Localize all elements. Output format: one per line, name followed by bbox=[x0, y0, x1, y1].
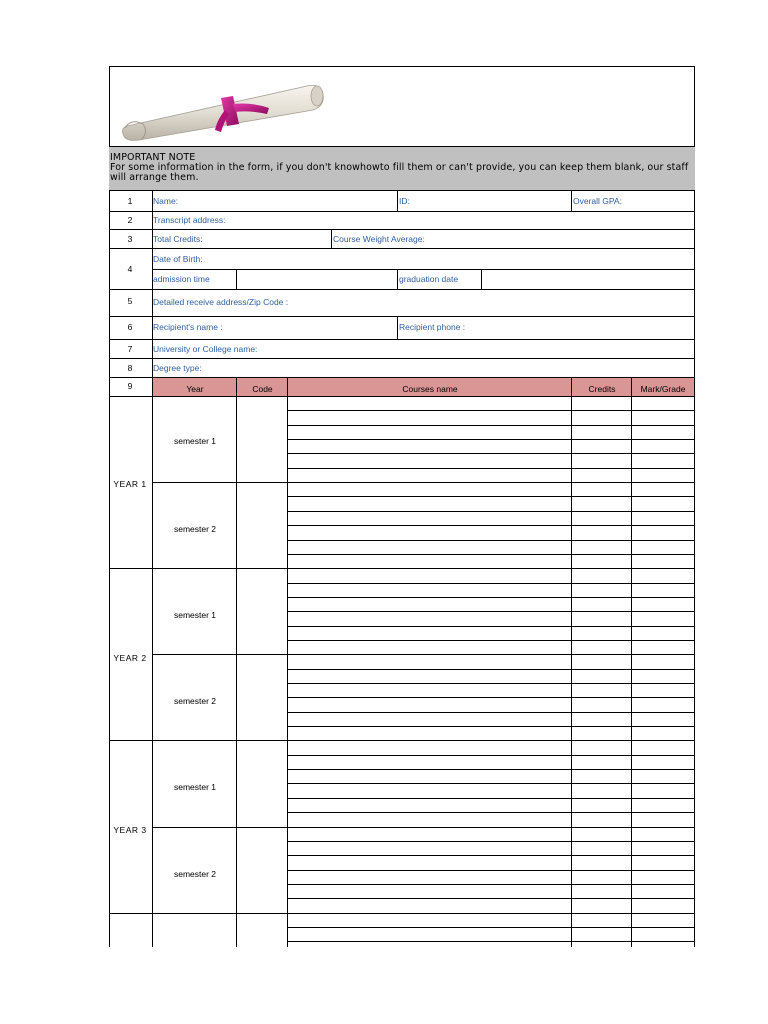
course-name-cell[interactable] bbox=[288, 512, 571, 525]
course-grade-cell[interactable] bbox=[632, 698, 694, 712]
course-code-cell[interactable] bbox=[237, 497, 287, 511]
course-code-cell[interactable] bbox=[237, 411, 287, 425]
course-grade-cell[interactable] bbox=[632, 799, 694, 812]
course-name-cell[interactable] bbox=[288, 784, 571, 798]
course-credits-cell[interactable] bbox=[572, 670, 631, 683]
course-grade-cell[interactable] bbox=[632, 871, 694, 884]
course-credits-cell[interactable] bbox=[572, 454, 631, 468]
row-line bbox=[109, 211, 695, 212]
course-credits-cell[interactable] bbox=[572, 828, 631, 841]
course-credits-cell[interactable] bbox=[572, 914, 631, 927]
course-code-cell[interactable] bbox=[237, 454, 287, 468]
course-code-cell[interactable] bbox=[237, 899, 287, 913]
course-code-cell[interactable] bbox=[237, 440, 287, 453]
course-credits-cell[interactable] bbox=[572, 655, 631, 669]
row-number: 4 bbox=[127, 264, 133, 274]
course-name-cell[interactable] bbox=[288, 684, 571, 697]
course-name-cell[interactable] bbox=[288, 627, 571, 640]
course-code-cell[interactable] bbox=[237, 856, 287, 870]
course-credits-cell[interactable] bbox=[572, 813, 631, 827]
course-grade-cell[interactable] bbox=[632, 741, 694, 755]
course-code-cell[interactable] bbox=[237, 928, 287, 941]
course-name-cell[interactable] bbox=[288, 411, 571, 425]
row-line bbox=[109, 358, 695, 359]
course-credits-cell[interactable] bbox=[572, 727, 631, 740]
course-credits-cell[interactable] bbox=[572, 598, 631, 611]
course-credits-cell[interactable] bbox=[572, 612, 631, 626]
header-code: Code bbox=[252, 384, 273, 394]
row-number: 6 bbox=[127, 322, 133, 332]
course-code-cell[interactable] bbox=[237, 598, 287, 611]
course-name-cell[interactable] bbox=[288, 871, 571, 884]
important-note bbox=[109, 146, 695, 191]
year-3-semester-1: semester 1 bbox=[173, 782, 217, 792]
note-title: IMPORTANT NOTE bbox=[110, 152, 196, 163]
course-credits-cell[interactable] bbox=[572, 928, 631, 941]
course-code-cell[interactable] bbox=[237, 914, 287, 927]
name-field[interactable]: Name: bbox=[153, 196, 179, 206]
year-2-semester-2: semester 2 bbox=[173, 696, 217, 706]
course-credits-cell[interactable] bbox=[572, 627, 631, 640]
header-courses-name: Courses name bbox=[402, 384, 458, 394]
course-code-cell[interactable] bbox=[237, 684, 287, 697]
course-name-cell[interactable] bbox=[288, 713, 571, 726]
year-3-label: YEAR 3 bbox=[113, 825, 147, 835]
course-grade-cell[interactable] bbox=[632, 684, 694, 697]
recipient-phone-field[interactable]: Recipient phone : bbox=[399, 322, 466, 332]
course-name-cell[interactable] bbox=[288, 641, 571, 654]
row-number: 1 bbox=[127, 196, 133, 206]
date-of-birth-field[interactable]: Date of Birth: bbox=[153, 254, 203, 264]
id-field[interactable]: ID: bbox=[399, 196, 410, 206]
note-body: For some information in the form, if you don't knowhowto fill them or can't provide, you can keep them blank, our staff will arrange them. bbox=[110, 162, 689, 183]
course-credits-cell[interactable] bbox=[572, 483, 631, 496]
course-name-cell[interactable] bbox=[288, 741, 571, 755]
row-line bbox=[109, 229, 695, 230]
course-credits-cell[interactable] bbox=[572, 555, 631, 568]
col-line bbox=[397, 316, 398, 339]
course-name-cell[interactable] bbox=[288, 469, 571, 482]
course-code-cell[interactable] bbox=[237, 541, 287, 554]
course-code-cell[interactable] bbox=[237, 871, 287, 884]
course-grade-cell[interactable] bbox=[632, 440, 694, 453]
course-grade-cell[interactable] bbox=[632, 411, 694, 425]
course-name-cell[interactable] bbox=[288, 569, 571, 583]
course-name-cell[interactable] bbox=[288, 426, 571, 439]
course-grade-cell[interactable] bbox=[632, 784, 694, 798]
course-credits-cell[interactable] bbox=[572, 856, 631, 870]
course-credits-cell[interactable] bbox=[572, 512, 631, 525]
degree-type-field[interactable]: Degree type: bbox=[153, 363, 202, 373]
course-grade-cell[interactable] bbox=[632, 397, 694, 410]
course-grade-cell[interactable] bbox=[632, 555, 694, 568]
course-grade-cell[interactable] bbox=[632, 569, 694, 583]
course-grade-cell[interactable] bbox=[632, 713, 694, 726]
course-name-cell[interactable] bbox=[288, 655, 571, 669]
year-1-semester-1: semester 1 bbox=[173, 436, 217, 446]
course-name-cell[interactable] bbox=[288, 885, 571, 898]
row-line bbox=[109, 248, 695, 249]
course-grade-cell[interactable] bbox=[632, 584, 694, 597]
col-line bbox=[236, 269, 237, 289]
course-credits-cell[interactable] bbox=[572, 497, 631, 511]
receive-address-field[interactable]: Detailed receive address/Zip Code : bbox=[153, 297, 289, 307]
course-grade-cell[interactable] bbox=[632, 483, 694, 496]
course-credits-cell[interactable] bbox=[572, 397, 631, 410]
course-code-cell[interactable] bbox=[237, 512, 287, 525]
total-credits-field[interactable]: Total Credits: bbox=[153, 234, 203, 244]
course-grade-cell[interactable] bbox=[632, 856, 694, 870]
col-line bbox=[331, 229, 332, 248]
course-grade-cell[interactable] bbox=[632, 426, 694, 439]
course-credits-cell[interactable] bbox=[572, 842, 631, 855]
course-code-cell[interactable] bbox=[237, 426, 287, 439]
course-name-cell[interactable] bbox=[288, 612, 571, 626]
course-name-cell[interactable] bbox=[288, 584, 571, 597]
course-code-cell[interactable] bbox=[237, 885, 287, 898]
overall-gpa-field[interactable]: Overall GPA: bbox=[573, 196, 622, 206]
course-code-cell[interactable] bbox=[237, 727, 287, 740]
course-code-cell[interactable] bbox=[237, 612, 287, 626]
course-grade-cell[interactable] bbox=[632, 756, 694, 769]
course-name-cell[interactable] bbox=[288, 670, 571, 683]
course-grade-cell[interactable] bbox=[632, 885, 694, 898]
course-credits-cell[interactable] bbox=[572, 526, 631, 540]
recipient-name-field[interactable]: Recipient's name : bbox=[153, 322, 223, 332]
course-credits-cell[interactable] bbox=[572, 770, 631, 783]
course-credits-cell[interactable] bbox=[572, 698, 631, 712]
course-weight-field[interactable]: Course Weight Average: bbox=[333, 234, 425, 244]
course-credits-cell[interactable] bbox=[572, 784, 631, 798]
course-name-cell[interactable] bbox=[288, 828, 571, 841]
col-line bbox=[397, 191, 398, 211]
course-credits-cell[interactable] bbox=[572, 426, 631, 439]
course-name-cell[interactable] bbox=[288, 526, 571, 540]
row-line bbox=[152, 269, 695, 270]
course-code-cell[interactable] bbox=[237, 713, 287, 726]
course-grade-cell[interactable] bbox=[632, 641, 694, 654]
course-credits-cell[interactable] bbox=[572, 469, 631, 482]
course-grade-cell[interactable] bbox=[632, 842, 694, 855]
course-grade-cell[interactable] bbox=[632, 497, 694, 511]
course-grade-cell[interactable] bbox=[632, 526, 694, 540]
course-code-cell[interactable] bbox=[237, 469, 287, 482]
course-grade-cell[interactable] bbox=[632, 598, 694, 611]
year-3-semester-2: semester 2 bbox=[173, 869, 217, 879]
course-code-cell[interactable] bbox=[237, 784, 287, 798]
col-line bbox=[481, 269, 482, 289]
row-number: 5 bbox=[127, 296, 133, 306]
admission-time-label: admission time bbox=[153, 274, 210, 284]
course-code-cell[interactable] bbox=[237, 741, 287, 755]
course-grade-cell[interactable] bbox=[632, 770, 694, 783]
row-number: 9 bbox=[127, 381, 133, 391]
course-credits-cell[interactable] bbox=[572, 799, 631, 812]
row-number: 3 bbox=[127, 234, 133, 244]
course-credits-cell[interactable] bbox=[572, 885, 631, 898]
course-code-cell[interactable] bbox=[237, 569, 287, 583]
course-grade-cell[interactable] bbox=[632, 541, 694, 554]
course-code-cell[interactable] bbox=[237, 627, 287, 640]
course-name-cell[interactable] bbox=[288, 454, 571, 468]
course-code-cell[interactable] bbox=[237, 813, 287, 827]
col-line bbox=[397, 269, 398, 289]
header-mark-grade: Mark/Grade bbox=[640, 384, 686, 394]
year-2-label: YEAR 2 bbox=[113, 653, 147, 663]
graduation-date-label: graduation date bbox=[399, 274, 459, 284]
course-name-cell[interactable] bbox=[288, 397, 571, 410]
course-name-cell[interactable] bbox=[288, 555, 571, 568]
university-name-field[interactable]: University or College name: bbox=[153, 344, 258, 354]
course-grade-cell[interactable] bbox=[632, 655, 694, 669]
course-credits-cell[interactable] bbox=[572, 569, 631, 583]
course-code-cell[interactable] bbox=[237, 526, 287, 540]
course-name-cell[interactable] bbox=[288, 899, 571, 913]
transcript-form bbox=[109, 66, 695, 947]
course-name-cell[interactable] bbox=[288, 541, 571, 554]
course-grade-cell[interactable] bbox=[632, 612, 694, 626]
course-name-cell[interactable] bbox=[288, 813, 571, 827]
course-credits-cell[interactable] bbox=[572, 584, 631, 597]
transcript-address-field[interactable]: Transcript address: bbox=[153, 215, 226, 225]
row-number: 2 bbox=[127, 215, 133, 225]
course-code-cell[interactable] bbox=[237, 828, 287, 841]
year-1-label: YEAR 1 bbox=[113, 479, 147, 489]
course-credits-cell[interactable] bbox=[572, 411, 631, 425]
course-name-cell[interactable] bbox=[288, 770, 571, 783]
course-code-cell[interactable] bbox=[237, 799, 287, 812]
course-code-cell[interactable] bbox=[237, 770, 287, 783]
row-line bbox=[109, 339, 695, 340]
header-credits: Credits bbox=[588, 384, 616, 394]
course-grade-cell[interactable] bbox=[632, 813, 694, 827]
year-2-semester-1: semester 1 bbox=[173, 610, 217, 620]
course-name-cell[interactable] bbox=[288, 698, 571, 712]
course-name-cell[interactable] bbox=[288, 799, 571, 812]
course-code-cell[interactable] bbox=[237, 756, 287, 769]
course-grade-cell[interactable] bbox=[632, 928, 694, 941]
course-credits-cell[interactable] bbox=[572, 899, 631, 913]
course-name-cell[interactable] bbox=[288, 756, 571, 769]
course-code-cell[interactable] bbox=[237, 670, 287, 683]
course-credits-cell[interactable] bbox=[572, 541, 631, 554]
course-grade-cell[interactable] bbox=[632, 627, 694, 640]
course-credits-cell[interactable] bbox=[572, 713, 631, 726]
row-line bbox=[109, 289, 695, 290]
course-grade-cell[interactable] bbox=[632, 828, 694, 841]
course-code-cell[interactable] bbox=[237, 698, 287, 712]
course-row-line bbox=[287, 941, 695, 942]
course-credits-cell[interactable] bbox=[572, 440, 631, 453]
course-name-cell[interactable] bbox=[288, 727, 571, 740]
course-credits-cell[interactable] bbox=[572, 871, 631, 884]
course-grade-cell[interactable] bbox=[632, 899, 694, 913]
course-name-cell[interactable] bbox=[288, 440, 571, 453]
course-grade-cell[interactable] bbox=[632, 512, 694, 525]
diploma-scroll-icon bbox=[121, 74, 331, 146]
course-code-cell[interactable] bbox=[237, 641, 287, 654]
course-name-cell[interactable] bbox=[288, 598, 571, 611]
course-credits-cell[interactable] bbox=[572, 641, 631, 654]
header-year: Year bbox=[186, 384, 204, 394]
course-grade-cell[interactable] bbox=[632, 727, 694, 740]
course-credits-cell[interactable] bbox=[572, 756, 631, 769]
course-name-cell[interactable] bbox=[288, 483, 571, 496]
course-grade-cell[interactable] bbox=[632, 454, 694, 468]
course-code-cell[interactable] bbox=[237, 584, 287, 597]
course-code-cell[interactable] bbox=[237, 397, 287, 410]
row-number: 8 bbox=[127, 363, 133, 373]
course-grade-cell[interactable] bbox=[632, 914, 694, 927]
course-code-cell[interactable] bbox=[237, 842, 287, 855]
course-code-cell[interactable] bbox=[237, 483, 287, 496]
course-name-cell[interactable] bbox=[288, 914, 571, 927]
course-name-cell[interactable] bbox=[288, 928, 571, 941]
course-code-cell[interactable] bbox=[237, 555, 287, 568]
border-right bbox=[694, 191, 695, 947]
course-credits-cell[interactable] bbox=[572, 684, 631, 697]
course-name-cell[interactable] bbox=[288, 856, 571, 870]
course-credits-cell[interactable] bbox=[572, 741, 631, 755]
row-number: 7 bbox=[127, 344, 133, 354]
col-line bbox=[571, 191, 572, 211]
course-name-cell[interactable] bbox=[288, 497, 571, 511]
year-1-semester-2: semester 2 bbox=[173, 524, 217, 534]
course-code-cell[interactable] bbox=[237, 655, 287, 669]
course-grade-cell[interactable] bbox=[632, 469, 694, 482]
course-grade-cell[interactable] bbox=[632, 670, 694, 683]
row-line bbox=[109, 316, 695, 317]
course-name-cell[interactable] bbox=[288, 842, 571, 855]
